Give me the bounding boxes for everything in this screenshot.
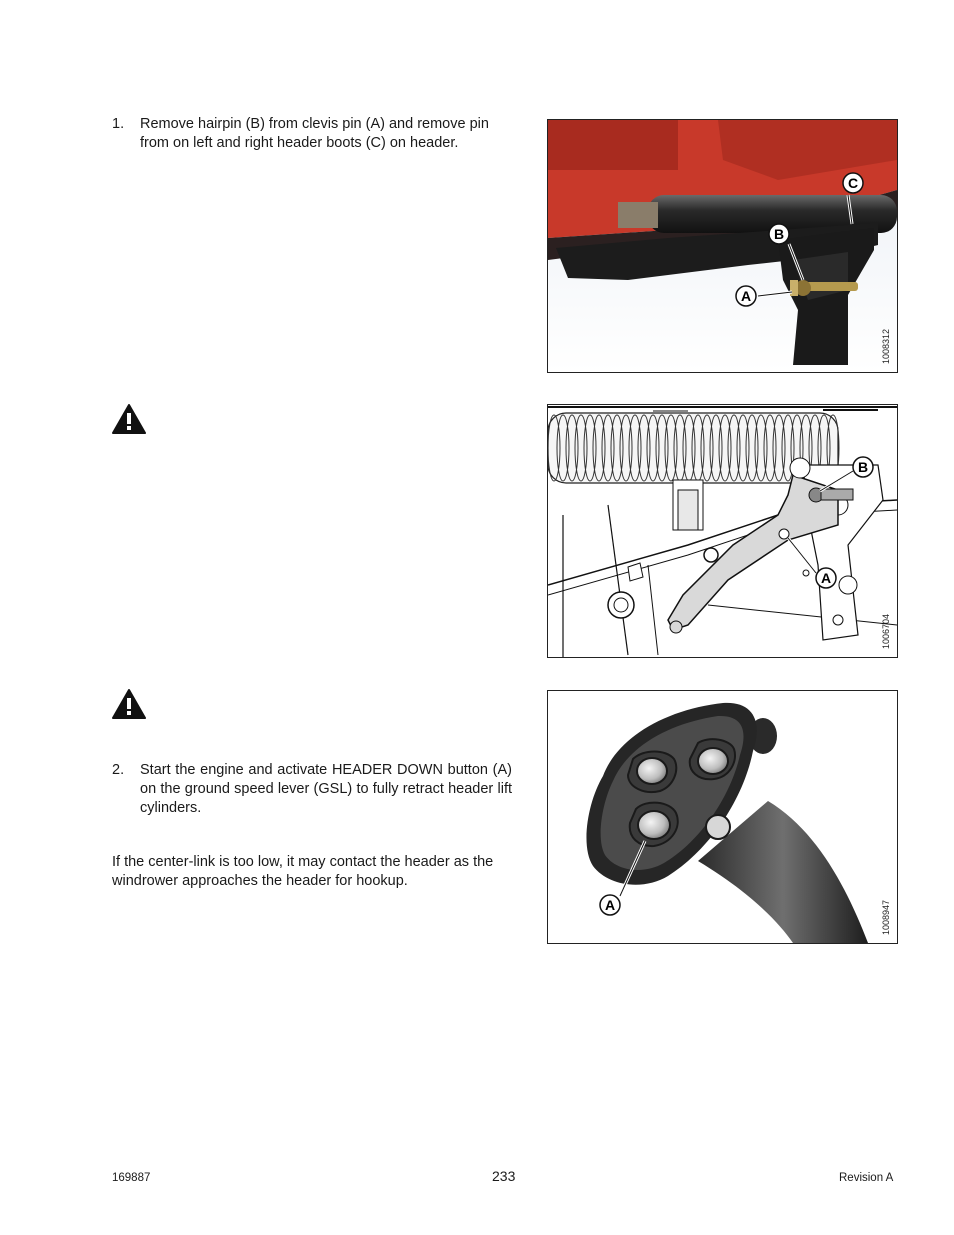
callout-c [843, 173, 863, 193]
footer-page-number: 233 [492, 1168, 516, 1184]
step-1 [112, 115, 512, 153]
svg-text:B: B [857, 459, 869, 475]
svg-text:C: C [847, 175, 859, 191]
callout-a [816, 568, 836, 588]
step-number: 1. [112, 116, 125, 132]
warning-triangle-icon [112, 403, 146, 435]
note-paragraph: If the center-link is too low, it may contact the header as the windrower approaches the header for hookup. [112, 854, 494, 889]
step-2 [112, 761, 512, 818]
callout-a [736, 286, 756, 306]
figure-id: 1008947 [881, 899, 891, 935]
svg-text:A: A [604, 897, 616, 913]
footer-revision: Revision A [839, 1172, 894, 1184]
linkage-illustration [548, 405, 897, 657]
figure-linkage-drawing [547, 404, 898, 658]
figure-ground-speed-lever [547, 690, 898, 944]
figure-id: 1008312 [881, 328, 891, 364]
svg-text:A: A [820, 570, 832, 586]
svg-text:B: B [773, 226, 785, 242]
gsl-handle-illustration [548, 691, 897, 943]
callout-b [853, 457, 873, 477]
step-text: Start the engine and activate HEADER DOWN button (A) on the ground speed lever (GSL) to fully retract header lift cylinders. [140, 762, 512, 816]
callout-a [600, 895, 620, 915]
callout-b [769, 224, 789, 244]
figure-header-boot-photo [547, 119, 898, 373]
svg-text:A: A [740, 288, 752, 304]
step-number: 2. [112, 762, 125, 778]
footer-doc-number: 169887 [112, 1172, 151, 1184]
warning-triangle-icon [112, 688, 146, 720]
header-boot-illustration [548, 120, 897, 372]
step-text: Remove hairpin (B) from clevis pin (A) and remove pin from on left and right header boots (C) on header. [140, 116, 489, 151]
figure-id: 1006704 [881, 613, 891, 649]
